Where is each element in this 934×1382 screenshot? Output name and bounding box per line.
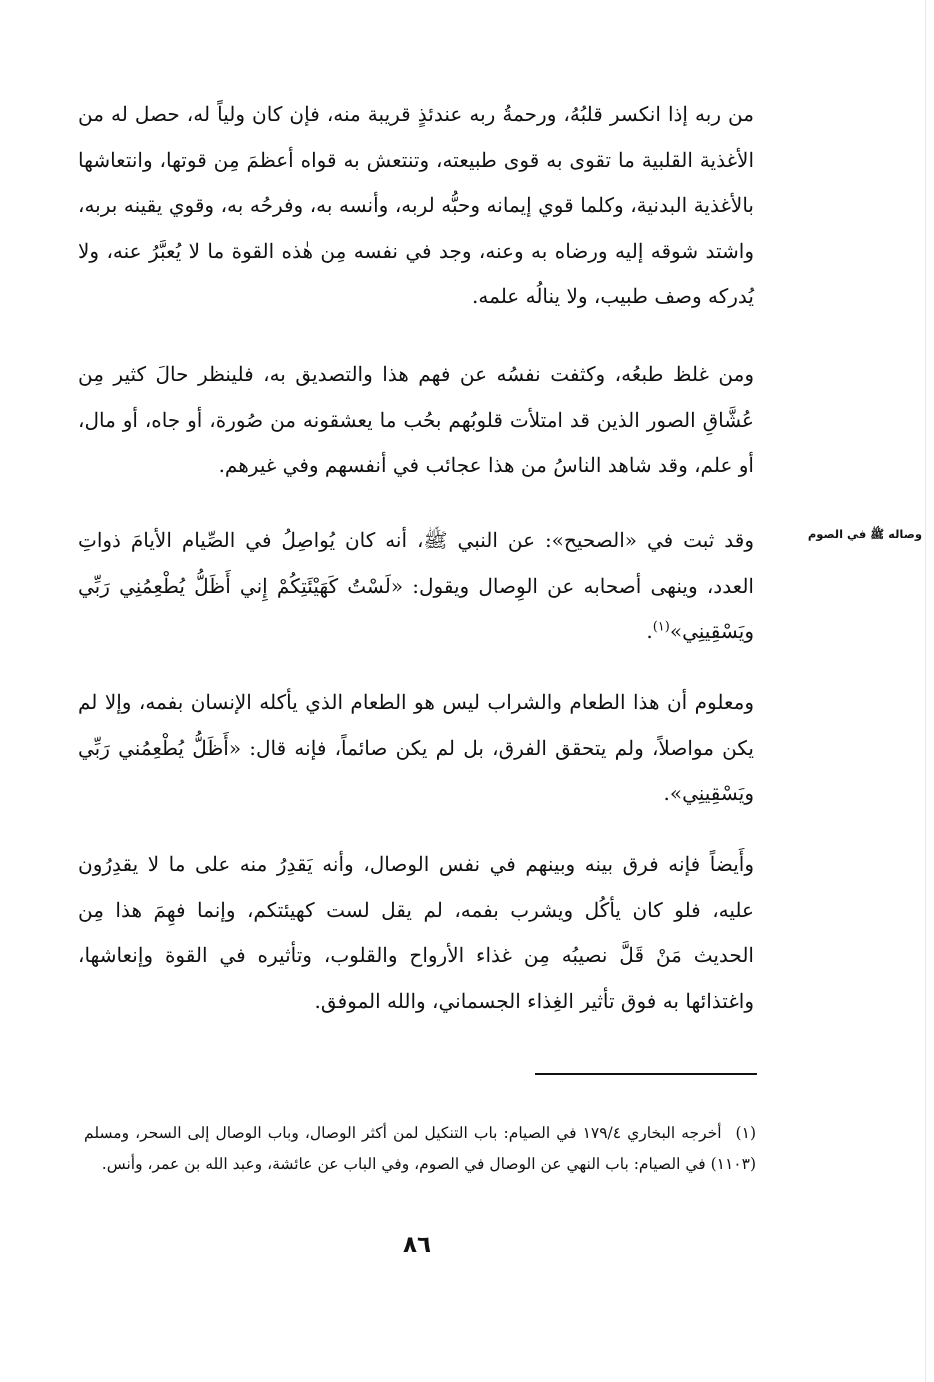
paragraph-4-text: ومعلوم أن هذا الطعام والشراب ليس هو الطعام الذي يأكله الإنسان بفمه، وإلا لم يكن مواصلاً، ولم يتحقق الفرق، بل لم يكن صائماً، فإنه قال: «أَظَلُّ يُطْعِمُني رَبِّي ويَسْقِينِي».: [78, 690, 754, 805]
page-edge-divider: [925, 0, 926, 1382]
paragraph-3: [78, 518, 754, 655]
footnote-marker[interactable]: (١): [652, 619, 670, 635]
paragraph-5: [78, 842, 754, 1024]
footnote-number: (١): [735, 1124, 756, 1142]
footnote-divider: [535, 1073, 757, 1075]
footnote-text: أخرجه البخاري ١٧٩/٤ في الصيام: باب التنكيل لمن أكثر الوصال، وباب الوصال إلى السحر، ومسلم (١١٠٣) في الصيام: باب النهي عن الوصال في الصوم، وفي الباب عن عائشة، وعبد الله بن عمر، وأنس.: [84, 1124, 756, 1173]
paragraph-3-body: [78, 518, 754, 655]
paragraph-2: [78, 352, 754, 489]
paragraph-1: [78, 92, 754, 320]
paragraph-3-text: وقد ثبت في «الصحيح»: عن النبي ﷺ، أنه كان يُواصِلُ في الصِّيام الأيامَ ذواتِ العدد، وينهى أصحابه عن الوِصال ويقول: «لَسْتُ كَهَيْئَتِكُمْ إِني أَظَلُّ يُطْعِمُنِي رَبِّي ويَسْقِينِي»: [78, 528, 754, 643]
page-number: ٨٦: [402, 1232, 432, 1258]
paragraph-5-text: وأَيضاً فإنه فرق بينه وبينهم في نفس الوصال، وأنه يَقدِرُ منه على ما لا يقدِرُون عليه، فلو كان يأكُل ويشرب بفمه، لم يقل لست كهيئتكم، وإنما فهِمَ هذا مِن الحديث مَنْ قَلَّ نصيبُه مِن غذاء الأرواح والقلوب، وتأثيره في القوة وإنعاشها، واغتذائها به فوق تأثير الغِذاء الجسماني، والله الموفق.: [78, 852, 754, 1013]
footnote: [84, 1118, 756, 1180]
paragraph-2-text: ومن غلظ طبعُه، وكثفت نفسُه عن فهم هذا والتصديق به، فلينظر حالَ كثير مِن عُشَّاقِ الصور الذين قد امتلأت قلوبُهم بحُب ما يعشقونه من صُورة، أو جاه، أو مال، أو علم، وقد شاهد الناسُ من هذا عجائب في أنفسهم وفي غيرهم.: [78, 362, 754, 477]
margin-heading: وصاله ﷺ في الصوم: [807, 527, 922, 541]
paragraph-3-tail: .: [646, 619, 653, 643]
paragraph-4: [78, 680, 754, 817]
paragraph-1-text: من ربه إذا انكسر قلبُهُ، ورحمةُ ربه عندئذٍ قريبة منه، فإن كان ولياً له، حصل له من الأغذية القلبية ما تقوى به قوى طبيعته، وتنتعش به قواه أعظمَ مِن قوتها، وانتعاشها بالأغذية البدنية، وكلما قوي إيمانه وحبُّه لربه، وأنسه به، وفرحُه به، وقوي يقينه بربه، واشتد شوقه إليه ورضاه به وعنه، وجد في نفسه مِن هٰذه القوة ما لا يُعبَّرُ عنه، ولا يُدركه وصف طبيب، ولا ينالُه علمه.: [78, 102, 754, 308]
